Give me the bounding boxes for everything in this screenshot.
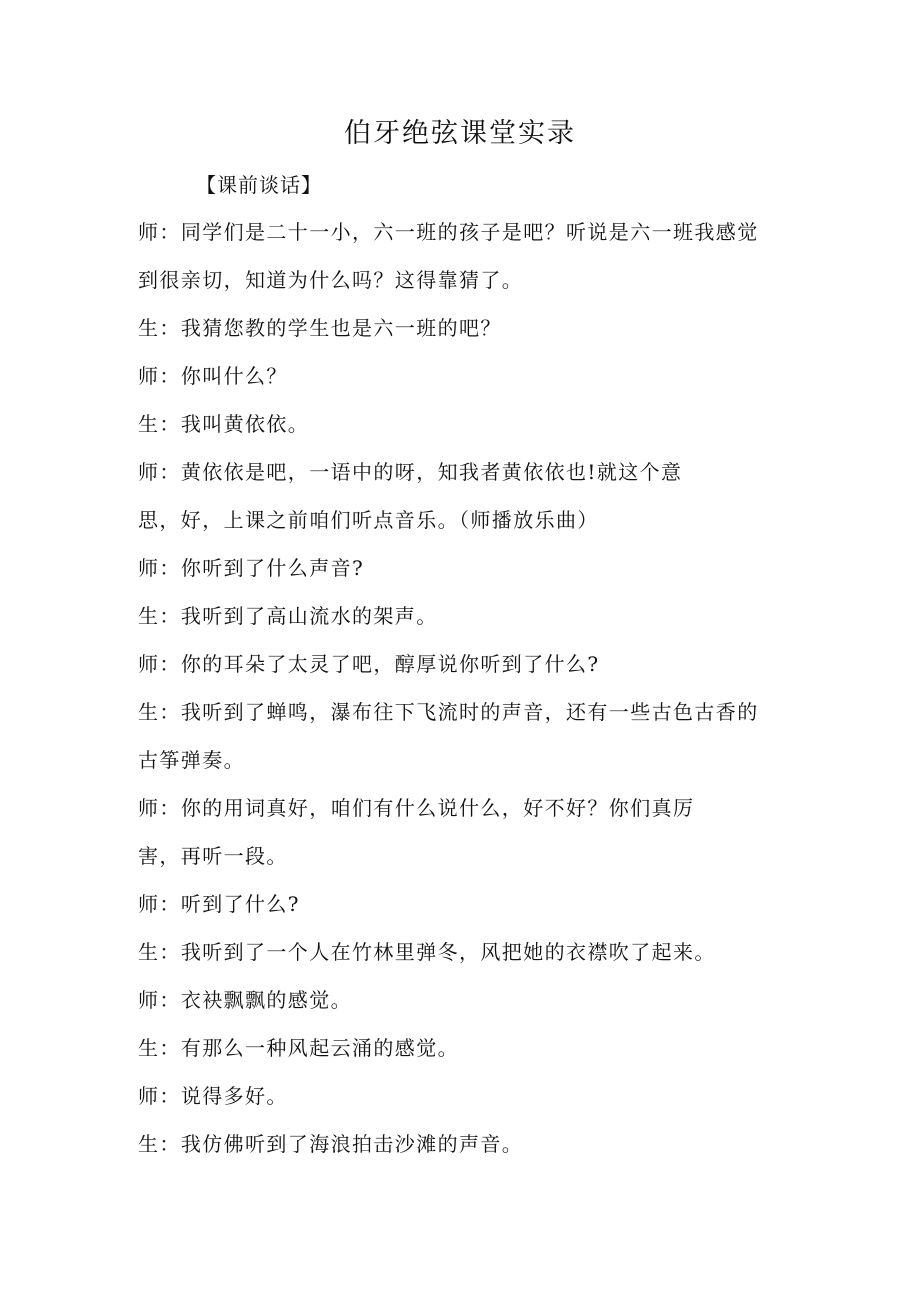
speaker-label: 生： [138,700,181,724]
transcript-line [138,502,788,550]
line-text: 我仿佛听到了海浪拍击沙滩的声音。 [180,1132,524,1156]
transcript-body [138,214,788,1174]
transcript-line [138,214,788,262]
speaker-label: 师： [138,796,181,820]
transcript-line [138,1078,788,1126]
transcript-line [138,550,788,598]
line-text: 我听到了蝉鸣，瀑布往下飞流时的声音，还有一些古色古香的 [180,700,759,724]
speaker-label: 师： [138,556,181,580]
speaker-label: 师： [138,1084,181,1108]
transcript-line [138,694,788,742]
line-text: 古筝弹奏。 [138,748,245,772]
transcript-line [138,262,788,310]
transcript-line [138,742,788,790]
line-text: 你听到了什么声音? [180,556,365,580]
speaker-label: 生： [138,940,181,964]
transcript-line [138,982,788,1030]
speaker-label: 生： [138,604,181,628]
speaker-label: 师： [138,892,181,916]
transcript-line [138,406,788,454]
line-text: 我叫黄依依。 [180,412,310,436]
line-text: 衣袂飘飘的感觉。 [180,988,353,1012]
speaker-label: 师： [138,988,181,1012]
transcript-line [138,310,788,358]
speaker-label: 生： [138,316,181,340]
transcript-line [138,790,788,838]
transcript-line [138,358,788,406]
document-title: 伯牙绝弦课堂实录 [344,118,576,149]
transcript-line [138,1030,788,1078]
line-text: 同学们是二十一小，六一班的孩子是吧？听说是六一班我感觉 [180,220,759,244]
speaker-label: 师： [138,652,181,676]
transcript-line [138,838,788,886]
transcript-line [138,598,788,646]
speaker-label: 师： [138,364,181,388]
transcript-line [138,454,788,502]
line-text: 到很亲切，知道为什么吗？这得靠猜了。 [138,268,524,292]
transcript-line [138,886,788,934]
line-text: 有那么一种风起云涌的感觉。 [180,1036,460,1060]
transcript-line [138,646,788,694]
line-text: 你的耳朵了太灵了吧，醇厚说你听到了什么? [180,652,600,676]
transcript-line [138,1126,788,1174]
line-text: 思，好，上课之前咱们听点音乐。（师播放乐曲） [138,508,599,532]
speaker-label: 生： [138,412,181,436]
line-text: 我听到了高山流水的架声。 [180,604,438,628]
line-text: 我猜您教的学生也是六一班的吧？ [180,316,502,340]
line-text: 说得多好。 [180,1084,288,1108]
line-text: 黄依依是吧，一语中的呀，知我者黄依依也!就这个意 [180,460,683,484]
line-text: 我听到了一个人在竹林里弹冬，风把她的衣襟吹了起来。 [180,940,716,964]
speaker-label: 生： [138,1036,181,1060]
line-text: 你叫什么？ [180,364,288,388]
section-heading: 【课前谈话】 [196,173,322,197]
speaker-label: 师： [138,460,181,484]
speaker-label: 师： [138,220,181,244]
transcript-line [138,934,788,982]
line-text: 害，再听一段。 [138,844,288,868]
speaker-label: 生： [138,1132,181,1156]
line-text: 你的用词真好，咱们有什么说什么，好不好？你们真厉 [180,796,695,820]
line-text: 听到了什么? [180,892,300,916]
